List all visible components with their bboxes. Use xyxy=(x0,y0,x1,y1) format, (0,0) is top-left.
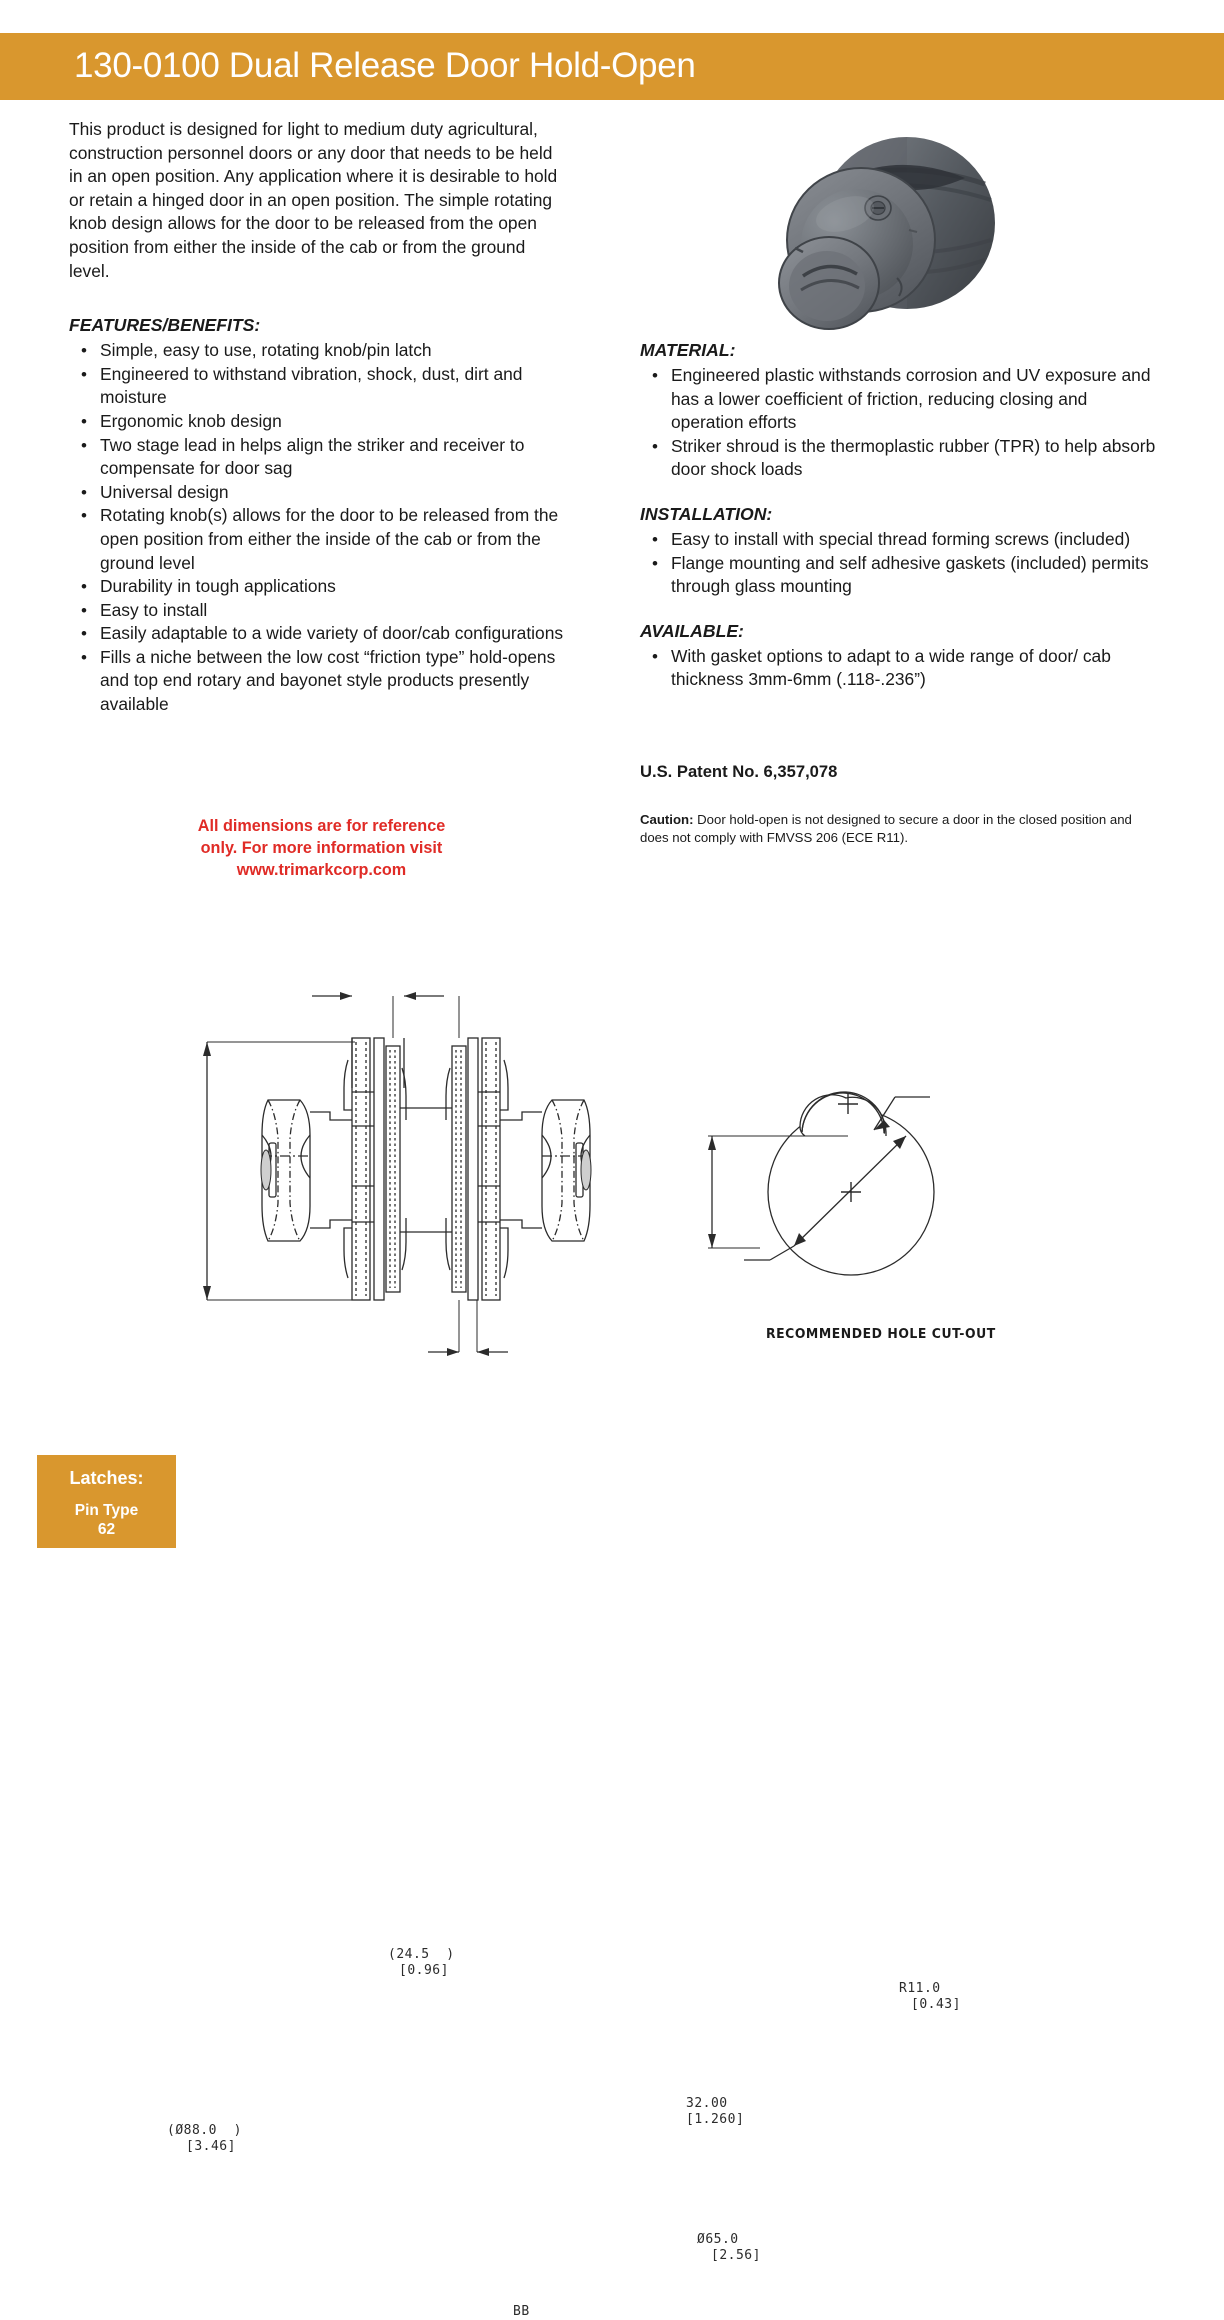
bullet-icon: • xyxy=(81,435,87,455)
caution-text: Door hold-open is not designed to secure a door in the closed position and does not comply with FMVSS 206 (ECE R11). xyxy=(640,812,1132,845)
bullet-icon: • xyxy=(81,577,87,597)
tab-page-number: 62 xyxy=(97,1521,116,1538)
list-item-label: Durability in tough applications xyxy=(100,576,336,597)
bullet-icon: • xyxy=(81,364,87,384)
cutout-offset-in: [1.260] xyxy=(686,2112,745,2127)
list-item-label: Fills a niche between the low cost “friction type” hold-opens and top end rotary and bayonet style products presently available xyxy=(100,646,556,715)
bullet-icon: • xyxy=(81,624,87,644)
list-item xyxy=(69,504,574,575)
list-item xyxy=(69,363,574,410)
list-item xyxy=(640,435,1160,482)
page-title: 130-0100 Dual Release Door Hold-Open xyxy=(74,45,696,85)
side-view-width-mm: (24.5 ) xyxy=(388,1947,455,1962)
installation-list xyxy=(640,528,1160,599)
cutout-diameter-in: [2.56] xyxy=(711,2248,761,2263)
category-tab xyxy=(37,1455,176,1548)
page-header-bar xyxy=(0,33,1224,100)
bullet-icon: • xyxy=(81,341,87,361)
bullet-icon: • xyxy=(652,529,658,549)
drawing-svg xyxy=(0,960,1224,1380)
list-item xyxy=(640,552,1160,599)
bullet-icon: • xyxy=(81,411,87,431)
list-item xyxy=(640,364,1160,435)
list-item xyxy=(69,599,574,623)
patent-notice: U.S. Patent No. 6,357,078 xyxy=(640,762,838,781)
list-item-label: Striker shroud is the thermoplastic rubber (TPR) to help absorb door shock loads xyxy=(671,435,1156,480)
disclaimer-website[interactable]: www.trimarkcorp.com xyxy=(236,861,407,879)
list-item xyxy=(69,646,574,717)
cutout-radius-in: [0.43] xyxy=(911,1997,961,2012)
cutout-radius-mm: R11.0 xyxy=(899,1981,941,1996)
list-item xyxy=(69,575,574,599)
available-list xyxy=(640,645,1160,692)
list-item-label: Engineered to withstand vibration, shock, dust, dirt and moisture xyxy=(100,363,523,408)
reference-disclaimer xyxy=(69,815,574,881)
bullet-icon: • xyxy=(81,647,87,667)
bullet-icon: • xyxy=(652,553,658,573)
cutout-view-caption: RECOMMENDED HOLE CUT-OUT xyxy=(766,1326,996,1342)
features-list xyxy=(69,339,574,717)
list-item-label: Easy to install xyxy=(100,599,208,620)
cutout-offset-mm: 32.00 xyxy=(686,2096,728,2111)
bullet-icon: • xyxy=(652,646,658,666)
list-item-label: Ergonomic knob design xyxy=(100,410,282,431)
list-item xyxy=(69,481,574,505)
list-item-label: Universal design xyxy=(100,481,229,502)
list-item-label: With gasket options to adapt to a wide range of door/ cab thickness 3mm-6mm (.118-.236”) xyxy=(671,645,1111,690)
available-heading: AVAILABLE: xyxy=(640,620,744,641)
list-item xyxy=(640,645,1160,692)
right-content-column xyxy=(640,340,1160,692)
product-photo xyxy=(757,118,1007,343)
bullet-icon: • xyxy=(652,436,658,456)
list-item-label: Easily adaptable to a wide variety of door/cab configurations xyxy=(100,623,564,644)
disclaimer-line-1: All dimensions are for reference xyxy=(197,817,446,835)
caution-notice xyxy=(640,811,1144,846)
tab-subcategory-label: Pin Type xyxy=(74,1502,139,1519)
caution-label: Caution: xyxy=(640,812,694,827)
side-view-diameter-mm: (Ø88.0 ) xyxy=(167,2123,242,2138)
bullet-icon: • xyxy=(81,482,87,502)
disclaimer-line-2: only. For more information visit xyxy=(200,839,443,857)
list-item-label: Rotating knob(s) allows for the door to be released from the open position from either the inside of the cab or from the ground level xyxy=(100,505,559,573)
side-view-width-in: [0.96] xyxy=(399,1963,449,1978)
list-item xyxy=(69,410,574,434)
list-item xyxy=(69,434,574,481)
list-item-label: Engineered plastic withstands corrosion and UV exposure and has a lower coefficient of friction, reducing closing and operation efforts xyxy=(671,365,1151,433)
installation-heading: INSTALLATION: xyxy=(640,503,773,524)
list-item xyxy=(640,528,1160,552)
list-item xyxy=(69,622,574,646)
bullet-icon: • xyxy=(652,366,658,385)
intro-paragraph: This product is designed for light to medium duty agricultural, construction personnel doors or any door that needs to be held in an open position. Any application where it is desirable to hold or retain a hinged door in an open position. The simple rotating knob design allows for the door to be released from the open position from either the inside of the cab or from the ground level. xyxy=(69,119,558,281)
list-item-label: Simple, easy to use, rotating knob/pin latch xyxy=(100,340,432,361)
left-content-column xyxy=(69,118,574,717)
cutout-diameter-mm: Ø65.0 xyxy=(697,2232,739,2247)
list-item-label: Flange mounting and self adhesive gaskets (included) permits through glass mounting xyxy=(671,552,1149,597)
list-item xyxy=(69,339,574,363)
side-view-thickness-label: BB xyxy=(513,2304,530,2319)
bullet-icon: • xyxy=(81,600,87,620)
material-list xyxy=(640,364,1160,482)
bullet-icon: • xyxy=(81,506,87,526)
material-heading: MATERIAL: xyxy=(640,340,736,360)
tab-category-label: Latches: xyxy=(69,1468,144,1488)
side-view-diameter-in: [3.46] xyxy=(186,2139,236,2154)
list-item-label: Two stage lead in helps align the striker and receiver to compensate for door sag xyxy=(100,434,525,479)
list-item-label: Easy to install with special thread forming screws (included) xyxy=(671,528,1131,549)
features-heading: FEATURES/BENEFITS: xyxy=(69,315,261,336)
